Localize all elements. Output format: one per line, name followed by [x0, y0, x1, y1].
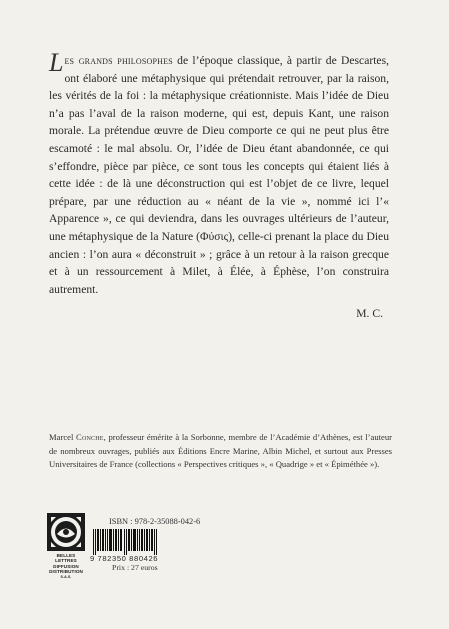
- author-bio: [49, 431, 392, 472]
- publisher-logo: [47, 513, 85, 580]
- bio-name: Marcel: [49, 432, 77, 442]
- barcode-digits: 9 782350 880426: [90, 554, 159, 563]
- blurb-lead-caps: es grands philosophes: [64, 54, 173, 67]
- isbn-block: [90, 517, 240, 572]
- bio-text: , professeur émérite à la Sorbonne, membre de l’Académie d’Athènes, est l’auteur de nombreux ouvrages, publiés aux Éditions Encre Marine, Albin Michel, et surtout aux Presses Universitaires de France (collections « Perspectives critiques », « Quadrige » et « Épiméthée »).: [49, 432, 392, 470]
- drop-cap: L: [49, 48, 64, 77]
- price-label: Prix : 27 euros: [112, 563, 158, 572]
- author-signature: M. C.: [356, 307, 383, 320]
- bio-surname: Conche: [76, 432, 104, 442]
- isbn-label: ISBN : 978-2-35088-042-6: [109, 517, 201, 526]
- back-cover-blurb: [49, 48, 389, 298]
- publisher-name: BELLES LETTRES DIFFUSION DISTRIBUTION S.A.S.: [49, 553, 83, 579]
- barcode-icon: [93, 529, 159, 555]
- publisher-emblem-icon: [47, 513, 85, 551]
- blurb-paragraph: [49, 48, 389, 298]
- blurb-body: de l’époque classique, à partir de Descartes, ont élaboré une métaphysique qui prétendait retrouver, par la raison, les vérités de la foi : la métaphysique créationniste. Mais l’idée de Dieu n’a pas l’aval de la raison moderne, qui est, depuis Kant, une raison morale. La prétendue œuvre de Dieu comporte ce qui ne peut plus être escamoté : le mal absolu. Or, l’idée de Dieu étant abandonnée, ce qui s’effondre, pièce par pièce, ce sont tous les concepts qui étaient liés à cette idée : de là une déconstruction qui est l’objet de ce livre, lequel prépare, par une réduction au « néant de la vie », nommé ici l’« Apparence », ce qui deviendra, dans les ouvrages ultérieurs de l’auteur, une métaphysique de la Nature (Φύσις), celle-ci prenant la place du Dieu ancien : l’on aura « déconstruit » ; grâce à un retour à la raison grecque et à un ressourcement à Milet, à Élée, à Éphèse, l’on construira autrement.: [49, 54, 389, 296]
